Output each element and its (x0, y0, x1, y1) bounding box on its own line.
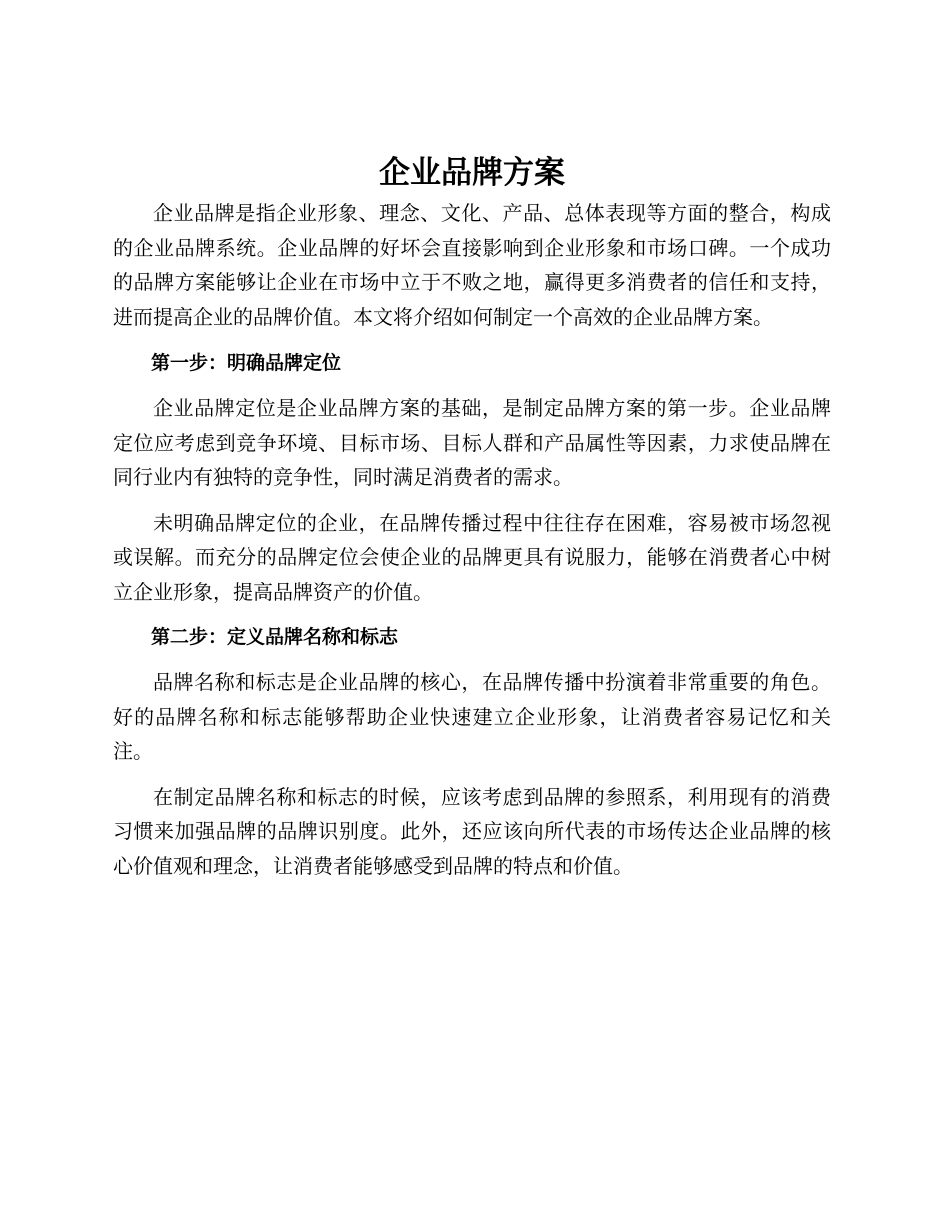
intro-paragraph: 企业品牌是指企业形象、理念、文化、产品、总体表现等方面的整合，构成的企业品牌系统。企业品牌的好坏会直接影响到企业形象和市场口碑。一个成功的品牌方案能够让企业在市场中立于不败之地，赢得更多消费者的信任和支持，进而提高企业的品牌价值。本文将介绍如何制定一个高效的企业品牌方案。 (113, 201, 831, 329)
section-1-paragraph-2: 未明确品牌定位的企业，在品牌传播过程中往往存在困难，容易被市场忽视或误解。而充分的品牌定位会使企业的品牌更具有说服力，能够在消费者心中树立企业形象，提高品牌资产的价值。 (113, 510, 831, 604)
section-2-paragraph-2: 在制定品牌名称和标志的时候，应该考虑到品牌的参照系，利用现有的消费习惯来加强品牌的品牌识别度。此外，还应该向所代表的市场传达企业品牌的核心价值观和理念，让消费者能够感受到品牌的特点和价值。 (113, 784, 831, 878)
document-title: 企业品牌方案 (379, 155, 565, 191)
section-heading-2: 第二步：定义品牌名称和标志 (151, 626, 399, 648)
section-1-paragraph-1: 企业品牌定位是企业品牌方案的基础，是制定品牌方案的第一步。企业品牌定位应考虑到竞争环境、目标市场、目标人群和产品属性等因素，力求使品牌在同行业内有独特的竞争性，同时满足消费者的需求。 (113, 396, 831, 489)
section-heading-1: 第一步：明确品牌定位 (151, 352, 342, 374)
section-2-paragraph-1: 品牌名称和标志是企业品牌的核心，在品牌传播中扮演着非常重要的角色。好的品牌名称和标志能够帮助企业快速建立企业形象，让消费者容易记忆和关注。 (113, 670, 831, 763)
document-body (113, 150, 831, 883)
